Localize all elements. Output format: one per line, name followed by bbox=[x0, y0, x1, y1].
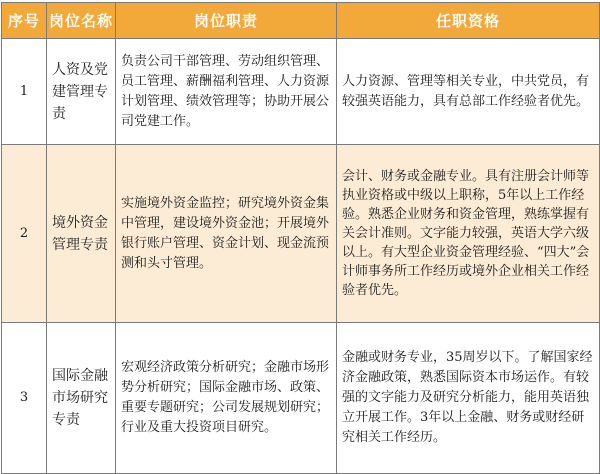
table-row bbox=[2, 323, 600, 474]
row-position: 境外资金管理专责 bbox=[47, 145, 116, 323]
table-row bbox=[2, 145, 600, 323]
row-duties: 实施境外资金监控；研究境外资金集中管理，建设境外资金池；开展境外银行账户管理、资金计划、现金流预测和头寸管理。 bbox=[116, 145, 337, 323]
row-duties: 负责公司干部管理、劳动组织管理、员工管理、薪酬福利管理、人力资源计划管理、绩效管理等；协助开展公司党建工作。 bbox=[116, 39, 337, 145]
table-row bbox=[2, 39, 600, 145]
row-requirements: 会计、财务或金融专业。具有注册会计师等执业资格或中级以上职称，5年以上工作经验。熟悉企业财务和资金管理，熟练掌握有关会计准则。文字能力较强，英语大学六级以上。有大型企业资金管理经验、“四大”会计师事务所工作经历或境外企业相关工作经验者优先。 bbox=[337, 145, 600, 323]
row-index: 2 bbox=[2, 145, 47, 323]
job-positions-table bbox=[1, 2, 600, 474]
row-requirements: 金融或财务专业，35周岁以下。了解国家经济金融政策，熟悉国际资本市场运作。有较强的文字能力及研究分析能力，能用英语独立开展工作。3年以上金融、财务或财经研究相关工作经历。 bbox=[337, 323, 600, 474]
header-index: 序号 bbox=[2, 3, 47, 39]
table-header-row bbox=[2, 3, 600, 39]
header-requirements: 任职资格 bbox=[337, 3, 600, 39]
row-position: 国际金融市场研究专责 bbox=[47, 323, 116, 474]
header-position: 岗位名称 bbox=[47, 3, 116, 39]
row-position: 人资及党建管理专责 bbox=[47, 39, 116, 145]
row-index: 3 bbox=[2, 323, 47, 474]
row-index: 1 bbox=[2, 39, 47, 145]
row-requirements: 人力资源、管理等相关专业，中共党员，有较强英语能力，具有总部工作经验者优先。 bbox=[337, 39, 600, 145]
header-duties: 岗位职责 bbox=[116, 3, 337, 39]
row-duties: 宏观经济政策分析研究；金融市场形势分析研究；国际金融市场、政策、重要专题研究；公司发展规划研究；行业及重大投资项目研究。 bbox=[116, 323, 337, 474]
